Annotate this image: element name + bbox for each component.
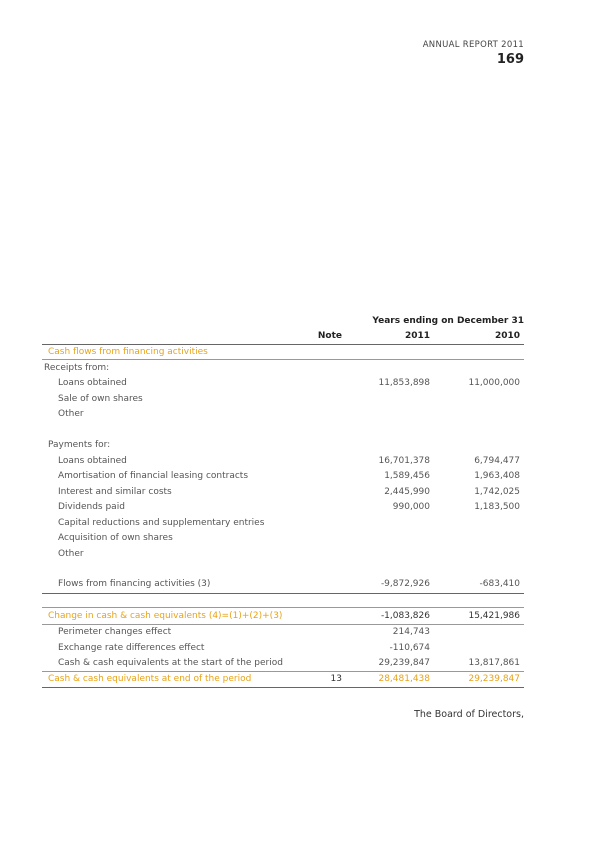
section-title-label: Cash flows from financing activities — [48, 347, 208, 357]
header-report-label: ANNUAL REPORT 2011 — [422, 40, 524, 50]
row-label: Amortisation of financial leasing contracts — [58, 471, 249, 481]
board-signature: The Board of Directors, — [414, 709, 524, 720]
row-value-2010: 11,000,000 — [468, 378, 520, 388]
row-value-2010: 29,239,847 — [468, 674, 520, 684]
table-row — [42, 531, 524, 545]
row-value-2010: 1,183,500 — [474, 502, 520, 512]
row-label: Perimeter changes effect — [58, 627, 172, 637]
row-label: Capital reductions and supplementary entries — [58, 518, 265, 528]
perimeter-row — [42, 625, 524, 639]
row-value-2011: 11,853,898 — [378, 378, 430, 388]
row-value-2011: -9,872,926 — [380, 579, 430, 589]
payments-heading — [42, 438, 524, 452]
page-number: 169 — [496, 52, 524, 67]
row-value-2011: -1,083,826 — [380, 611, 430, 621]
row-label: Dividends paid — [58, 502, 125, 512]
table-row — [42, 469, 524, 483]
start-row — [42, 656, 524, 670]
column-header-2011: 2011 — [404, 331, 430, 341]
section-rule — [42, 359, 524, 360]
table-row — [42, 392, 524, 406]
row-value-2011: -110,674 — [389, 643, 430, 653]
row-value-2011: 29,239,847 — [378, 658, 430, 668]
row-label: Change in cash & cash equivalents (4)=(1)+(2)+(3) — [48, 611, 283, 621]
flows-total-rule — [42, 593, 524, 594]
row-label: Exchange rate differences effect — [58, 643, 205, 653]
row-value-2011: 1,589,456 — [384, 471, 430, 481]
end-row — [42, 672, 524, 686]
row-value-2011: 214,743 — [392, 627, 430, 637]
table-row — [42, 376, 524, 390]
table-row — [42, 485, 524, 499]
row-label: Other — [58, 409, 84, 419]
row-value-2010: 6,794,477 — [474, 456, 520, 466]
payments-heading-label: Payments for: — [48, 440, 111, 450]
flows-total-row — [42, 577, 524, 591]
row-label: Cash & cash equivalents at end of the period — [48, 674, 252, 684]
row-note: 13 — [330, 674, 342, 684]
row-value-2010: 15,421,986 — [468, 611, 520, 621]
end-rule-bottom — [42, 687, 524, 688]
row-label: Loans obtained — [58, 456, 127, 466]
receipts-heading-label: Receipts from: — [44, 363, 110, 373]
change-rule-top — [42, 607, 524, 608]
table-row — [42, 500, 524, 514]
row-label: Loans obtained — [58, 378, 127, 388]
section-title — [42, 345, 524, 359]
row-label: Cash & cash equivalents at the start of the period — [58, 658, 283, 668]
row-label: Sale of own shares — [58, 394, 143, 404]
exchange-row — [42, 641, 524, 655]
period-heading: Years ending on December 31 — [372, 316, 524, 326]
row-value-2011: 16,701,378 — [378, 456, 430, 466]
row-label: Interest and similar costs — [58, 487, 172, 497]
table-row — [42, 547, 524, 561]
table-row — [42, 516, 524, 530]
row-label: Flows from financing activities (3) — [58, 579, 211, 589]
row-value-2010: 1,963,408 — [474, 471, 520, 481]
row-label: Acquisition of own shares — [58, 533, 173, 543]
column-header-2010: 2010 — [494, 331, 520, 341]
row-label: Other — [58, 549, 84, 559]
row-value-2011: 990,000 — [392, 502, 430, 512]
column-header-note: Note — [317, 331, 342, 341]
table-row — [42, 454, 524, 468]
row-value-2011: 28,481,438 — [378, 674, 430, 684]
receipts-heading — [42, 361, 524, 375]
row-value-2010: -683,410 — [479, 579, 520, 589]
table-row — [42, 407, 524, 421]
row-value-2010: 1,742,025 — [474, 487, 520, 497]
row-value-2010: 13,817,861 — [468, 658, 520, 668]
row-value-2011: 2,445,990 — [384, 487, 430, 497]
change-row — [42, 609, 524, 623]
